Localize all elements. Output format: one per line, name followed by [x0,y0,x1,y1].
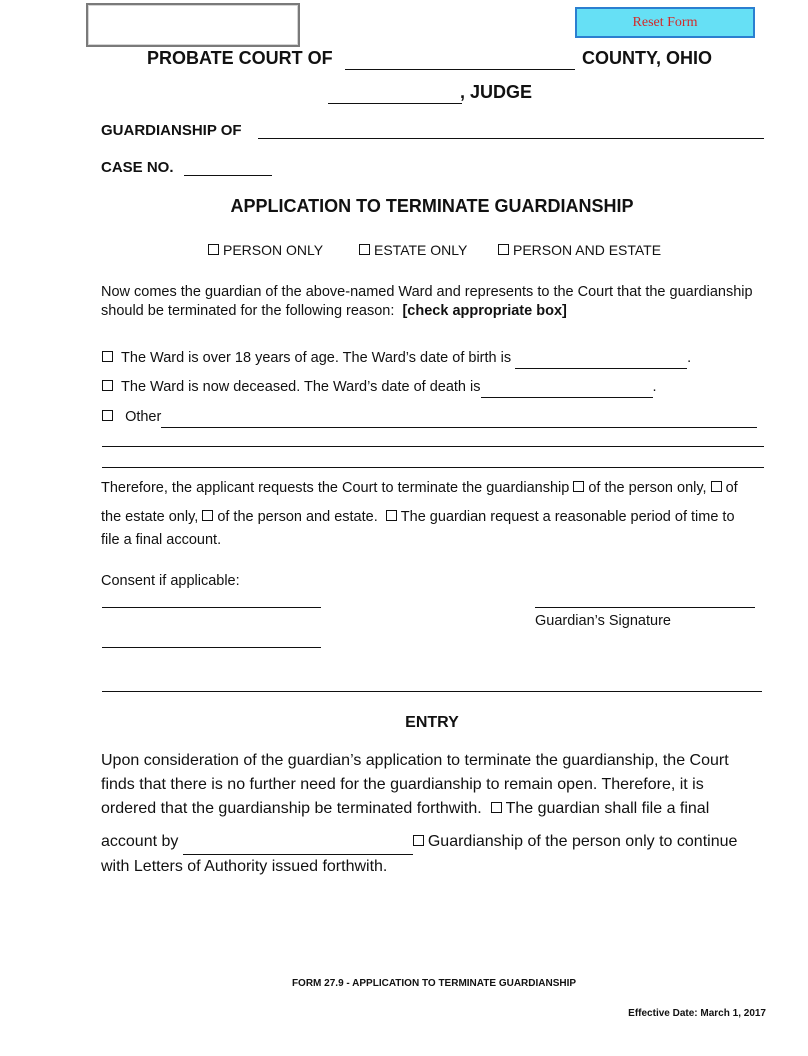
checkbox-icon[interactable] [711,481,722,492]
intro-paragraph: Now comes the guardian of the above-named Ward and represents to the Court that the guardianship should be terminated for the following reason: [check appropriate box] [101,284,753,319]
checkbox-icon[interactable] [498,244,509,255]
case-label: CASE NO. [101,159,174,176]
entry-line-3: ordered that the guardianship be terminated forthwith. The guardian shall file a final [101,800,710,817]
barcode-box [86,3,300,47]
entry-line-5: with Letters of Authority issued forthwith. [101,858,388,875]
page-title: APPLICATION TO TERMINATE GUARDIANSHIP [230,196,634,216]
consent-label: Consent if applicable: [101,573,240,589]
guardian-signature-line[interactable] [535,593,755,608]
checkbox-icon[interactable] [202,510,213,521]
checkbox-icon[interactable] [102,380,113,391]
consent-signature-1[interactable] [102,593,321,608]
checkbox-icon[interactable] [102,351,113,362]
option-person-and-estate[interactable]: PERSON AND ESTATE [498,242,661,258]
account-date-field[interactable] [183,830,413,855]
therefore-line-2: the estate only, of the person and estate. The guardian request a reasonable period of time to [101,509,735,525]
checkbox-icon[interactable] [208,244,219,255]
entry-line-4: account by Guardianship of the person only to continue [101,830,737,855]
checkbox-icon[interactable] [413,835,424,846]
reset-form-button[interactable]: Reset Form [575,7,755,38]
county-field[interactable] [345,48,575,70]
checkbox-icon[interactable] [573,481,584,492]
checkbox-icon[interactable] [102,410,113,421]
reason-deceased[interactable]: The Ward is now deceased. The Ward’s date of death is . [102,378,657,398]
court-prefix: PROBATE COURT OF [147,48,333,68]
checkbox-icon[interactable] [359,244,370,255]
checkbox-icon[interactable] [491,802,502,813]
option-person-only[interactable]: PERSON ONLY [208,242,323,258]
guardianship-label: GUARDIANSHIP OF [101,122,242,139]
case-number-field[interactable] [184,159,272,176]
checkbox-icon[interactable] [386,510,397,521]
section-divider [102,677,762,692]
therefore-line-1: Therefore, the applicant requests the Court to terminate the guardianship of the person only, of [101,480,738,496]
other-reason-line-2[interactable] [102,432,764,447]
guardian-signature-label: Guardian’s Signature [535,613,671,629]
form-id: FORM 27.9 - APPLICATION TO TERMINATE GUARDIANSHIP [291,978,577,989]
entry-paragraph: Upon consideration of the guardian’s application to terminate the guardianship, the Court finds that there is no further need for the guardianship to remain open. Therefore, it is [101,752,729,793]
effective-date: Effective Date: March 1, 2017 [628,1008,766,1019]
entry-heading: ENTRY [405,714,459,731]
judge-suffix: , JUDGE [460,82,533,102]
reason-over-18[interactable]: The Ward is over 18 years of age. The Ward’s date of birth is . [102,349,691,369]
consent-signature-2[interactable] [102,633,321,648]
death-date-field[interactable] [481,378,653,398]
reason-other[interactable]: Other [102,408,757,428]
therefore-line-3: file a final account. [101,532,222,548]
guardianship-field[interactable] [258,122,764,139]
judge-name-field[interactable] [328,82,462,104]
court-suffix: COUNTY, OHIO [582,48,713,68]
other-reason-line-3[interactable] [102,453,764,468]
option-estate-only[interactable]: ESTATE ONLY [359,242,467,258]
other-reason-field[interactable] [161,408,757,428]
birth-date-field[interactable] [515,349,687,369]
